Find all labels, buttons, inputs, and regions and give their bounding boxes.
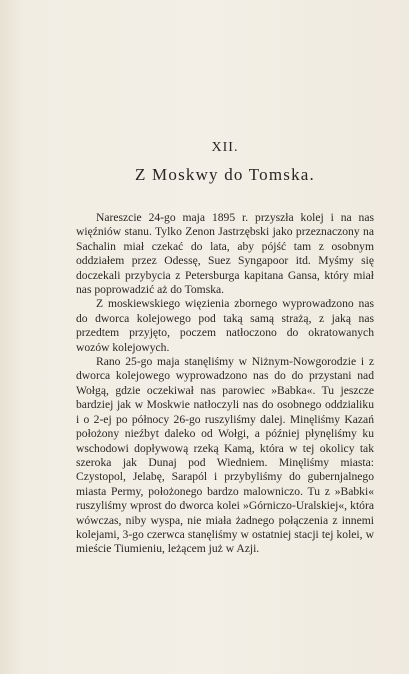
chapter-number: XII. bbox=[211, 140, 239, 155]
paragraph-3: Rano 25-go maja stanęliśmy w Niżnym-Nowgorodzie i z dworca kolejowego wyprowadzono nas do do przystani nad Wołgą, gdzie oczekiwał nas parowiec »Babka«. Tu jeszcze bardziej jak w Moskwie natłoczyli nas do osobnego oddzialiku i o 2-ej po północy 26-go ruszyliśmy dalej. Minęliśmy Kazań położony nieźbyt daleko od Wołgi, a później płynęliśmy ku wschodowi dopływową rzeką Kamą, która w tej okolicy tak szeroka jak Dunaj pod Wiedniem. Minęliśmy miasta: Czystopol, Jelabę, Sarapól i przybyliśmy do gubernjalnego miasta Permy, położonego bardzo malowniczo. Tu z »Babki« ruszyliśmy wprost do dworca kolei »Górniczo-Uralskiej«, która wówczas, niby wyspa, nie miała żadnego połączenia z innemi kolejami, 3-go czerwca stanęliśmy w ostatniej stacji tej kolei, w mieście Tiumieniu, leżącem już w Azji. bbox=[76, 355, 374, 556]
chapter-title: Z Moskwy do Tomska. bbox=[135, 165, 315, 184]
chapter-body bbox=[76, 140, 374, 557]
paragraph-1: Nareszcie 24-go maja 1895 r. przyszła kolej i na nas więźniów stanu. Tylko Zenon Jastrzębski jako przeznaczony na Sachalin miał czekać do lata, aby pójść tam z osobnym oddziałem przez Odessę, Suez Syngapoor itd. Myśmy się doczekali przybycia z Petersburga kapitana Gansa, który miał nas poprowadzić aż do Tomska. bbox=[76, 211, 374, 297]
paragraph-2: Z moskiewskiego więzienia zbornego wyprowadzono nas do dworca kolejowego pod taką samą strażą, z jaką nas przedtem przyjęto, poczem natłoczono do okratowanych wozów kolejowych. bbox=[76, 297, 374, 354]
